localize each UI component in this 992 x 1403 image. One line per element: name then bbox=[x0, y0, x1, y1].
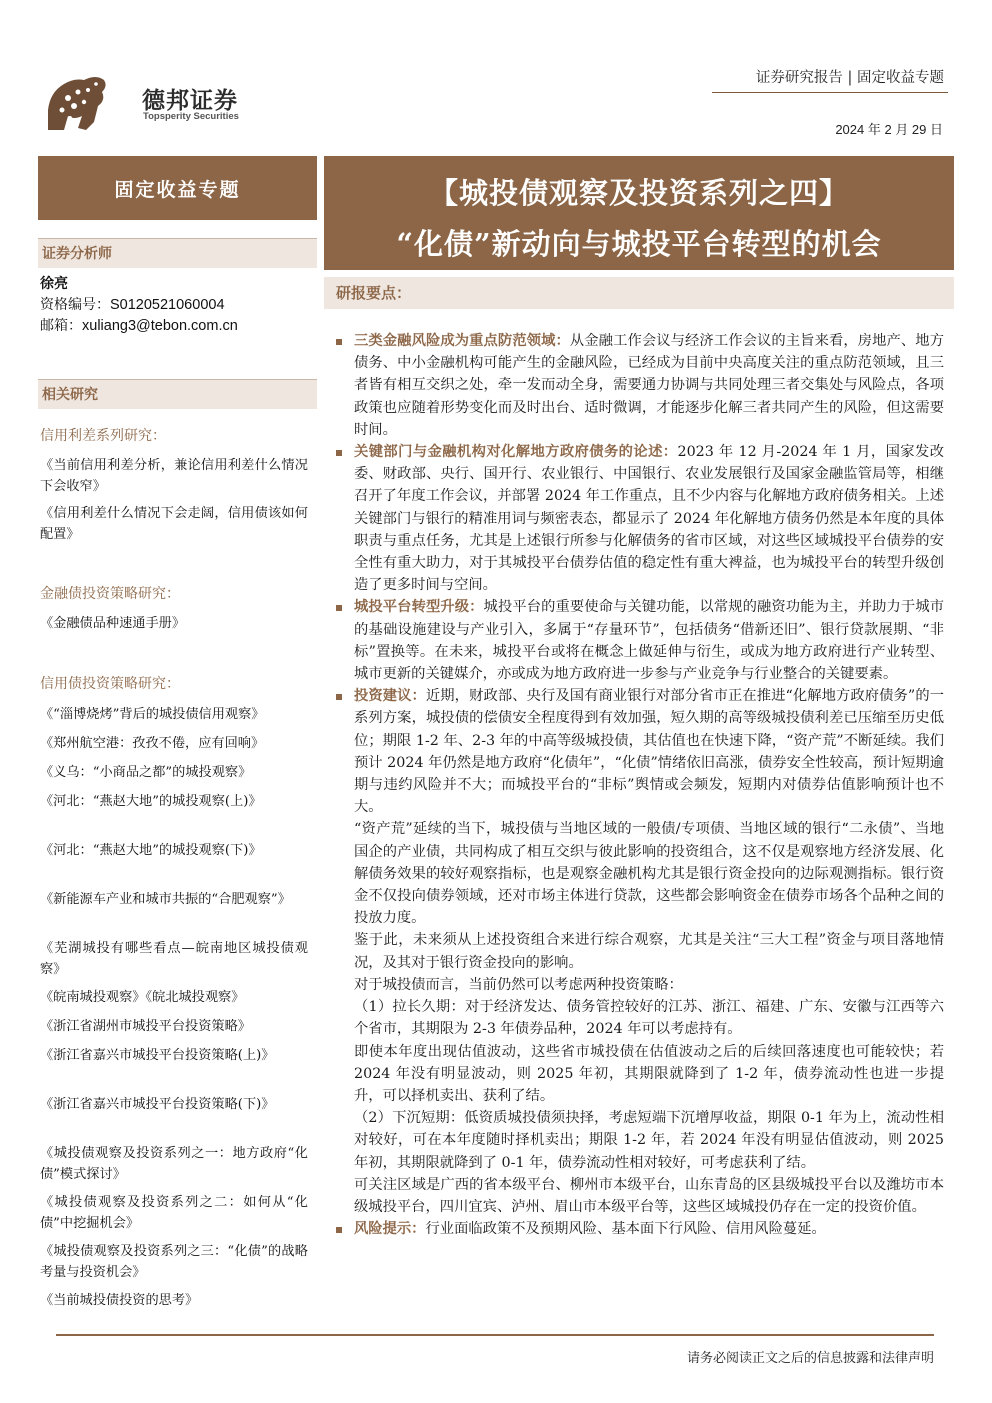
related-report-link[interactable]: 《信用利差什么情况下会走阔，信用债该如何配置》 bbox=[40, 506, 308, 542]
report-category-tag: 固定收益专题 bbox=[38, 156, 317, 220]
company-name: 德邦证券 bbox=[142, 88, 238, 114]
related-report-link[interactable]: 《郑州航空港：孜孜不倦，应有回响》 bbox=[40, 736, 265, 751]
email-link[interactable]: xuliang3@tebon.com.cn bbox=[82, 318, 238, 334]
bullet-paragraph bbox=[336, 685, 944, 818]
paragraph-lead: 关键部门与金融机构对化解地方政府债务的论述： bbox=[354, 444, 678, 461]
paragraph-lead: 投资建议： bbox=[354, 688, 426, 705]
cert-label: 资格编号： bbox=[40, 297, 110, 313]
report-title bbox=[324, 156, 954, 270]
paragraph-lead: 三类金融风险成为重点防范领域： bbox=[354, 333, 570, 349]
category-title: 金融债投资策略研究： bbox=[40, 586, 180, 602]
related-report-link[interactable]: 《当前信用利差分析，兼论信用利差什么情况下会收窄》 bbox=[40, 458, 308, 494]
related-report-link[interactable]: 《城投债观察及投资系列之一：地方政府“化债”模式探讨》 bbox=[40, 1146, 308, 1182]
related-report-link[interactable]: 《河北：“燕赵大地”的城投观察(下)》 bbox=[40, 843, 262, 858]
paragraph-text: 行业面临政策不及预期风险、基本面下行风险、信用风险蔓延。 bbox=[425, 1221, 826, 1238]
title-main: “化债”新动向与城投平台转型的机会 bbox=[396, 227, 882, 261]
related-report-link[interactable]: 《金融债品种速通手册》 bbox=[40, 616, 186, 631]
related-report-link[interactable]: 《浙江省嘉兴市城投平台投资策略(上)》 bbox=[40, 1048, 275, 1063]
paragraph-lead: 风险提示： bbox=[354, 1221, 426, 1238]
related-report-link[interactable]: 《浙江省嘉兴市城投平台投资策略(下)》 bbox=[40, 1097, 275, 1112]
category-title: 信用利差系列研究： bbox=[40, 428, 166, 444]
paragraph-text: 城投平台的重要使命与关键功能，以常规的融资功能为主，并助力于城市的基础设施建设与产业引入，多属于“存量环节”，包括债务“借新还旧”、银行贷款展期、“非标”置换等。在未来，城投平台或将在概念上做延伸与衍生，或成为地方政府进行产业转型、城市更新的关键媒介，亦或成为地方政府进一步参与产业竞争与行业整合的关键要素。 bbox=[354, 599, 945, 683]
bullet-paragraph bbox=[336, 596, 944, 685]
paragraph: 对于城投债而言，当前仍然可以考虑两种投资策略： bbox=[354, 976, 683, 993]
related-report-link[interactable]: 《浙江省湖州市城投平台投资策略》 bbox=[40, 1019, 251, 1034]
company-name-en: Topsperity Securities bbox=[143, 111, 239, 122]
paragraph: （1）拉长久期：对于经济发达、债务管控较好的江苏、浙江、福建、广东、安徽与江西等六个省市，其期限为 2-3 年债券品种，2024 年可以考虑持有。 bbox=[354, 999, 944, 1038]
paragraph-text: 从金融工作会议与经济工作会议的主旨来看，房地产、地方债务、中小金融机构可能产生的金融风险，已经成为目前中央高度关注的重点防范领域，且三者皆有相互交织之处，牵一发而动全身，需要通力协调与共同处理三者交集处与风险点，各项政策也应随着形势变化而及时出台、适时微调，才能逐步化解三者共同产生的风险，但这需要时间。 bbox=[354, 333, 944, 438]
analyst-name: 徐亮 bbox=[40, 276, 68, 292]
email-label: 邮箱： bbox=[40, 318, 82, 334]
analyst-heading: 证券分析师 bbox=[38, 238, 317, 268]
related-report-link[interactable]: 《新能源车产业和城市共振的“合肥观察”》 bbox=[40, 892, 291, 907]
report-summary bbox=[336, 330, 944, 1240]
footer-divider bbox=[56, 1334, 934, 1336]
paragraph-lead: 城投平台转型升级： bbox=[354, 599, 484, 616]
bullet-paragraph bbox=[336, 441, 944, 596]
paragraph: “资产荒”延续的当下，城投债与当地区域的一般债/专项债、当地区域的银行“二永债”、当地国企的产业债，共同构成了相互交织与彼此影响的投资组合，这不仅是观察地方经济发展、化解债务效果的较好观察指标，也是观察金融机构尤其是银行资金投向的边际观测指标。银行资金不仅投向债券领域，还对市场主体进行贷款，这些都会影响资金在债券市场各个品种之间的投放力度。 bbox=[354, 821, 944, 927]
paragraph: 可关注区域是广西的省本级平台、柳州市本级平台，山东青岛的区县级城投平台以及潍坊市本级城投平台，四川宜宾、泸州、眉山市本级平台等，这些区域城投仍存在一定的投资价值。 bbox=[354, 1176, 944, 1215]
related-research-heading: 相关研究 bbox=[38, 379, 317, 409]
related-report-link[interactable]: 《“淄博烧烤”背后的城投债信用观察》 bbox=[40, 707, 265, 722]
paragraph: 鉴于此，未来须从上述投资组合来进行综合观察，尤其是关注“三大工程”资金与项目落地情况，及其对于银行资金投向的影响。 bbox=[354, 932, 944, 971]
paragraph-text: 2023 年 12 月-2024 年 1 月，国家发改委、财政部、央行、国开行、农业银行、中国银行、农业发展银行及国家金融监管局等，相继召开了年度工作会议，并部署 2024 年工作重点，且不少内容与化解地方政府债务相关。上述关键部门与银行的精准用词与频密表态，都显示了 2024 年化解地方债务仍然是本年度的具体职责与重点任务，尤其是上述银行所参与化解债务的省市区域，对这些区域城投平台债券的安全性有重大助力，对于其城投平台债券估值的稳定性有重大裨益，也为城投平台的转型升级创造了更多时间与空间。 bbox=[354, 444, 945, 594]
summary-heading: 研报要点： bbox=[324, 277, 954, 309]
related-report-link[interactable]: 《城投债观察及投资系列之二：如何从“化债”中挖掘机会》 bbox=[40, 1195, 308, 1231]
paragraph-text: 近期，财政部、央行及国有商业银行对部分省市正在推进“化解地方政府债务”的一系列方案，城投债的偿债安全程度得到有效加强，短久期的高等级城投债利差已压缩至历史低位；期限 1-2 年、2-3 年的中高等级城投债，其估值也在快速下降，“资产荒”不断延续。我们预计 2024 年仍然是地方政府“化债年”，“化债”情绪依旧高涨，债券安全性较高，预计短期逾期与违约风险并不大；而城投平台的“非标”舆情或会频发，短期内对债券估值影响预计也不大。 bbox=[354, 688, 944, 816]
related-report-link[interactable]: 《芜湖城投有哪些看点—皖南地区城投债观察》 bbox=[40, 941, 308, 977]
title-series: 【城投债观察及投资系列之四】 bbox=[428, 176, 849, 210]
footer-disclaimer: 请务必阅读正文之后的信息披露和法律声明 bbox=[686, 1351, 934, 1366]
bullet-paragraph bbox=[336, 1218, 944, 1240]
paragraph: （2）下沉短期：低资质城投债须抉择，考虑短端下沉增厚收益，期限 0-1 年为上，流动性相对较好，可在本年度随时择机卖出；期限 1-2 年，若 2024 年没有明显估值波动，则 2025 年初，其期限就降到了 0-1 年，债券流动性相对较好，可考虑获利了结。 bbox=[354, 1110, 944, 1171]
analyst-cert bbox=[40, 294, 225, 314]
analyst-email bbox=[40, 315, 238, 335]
category-title: 信用债投资策略研究： bbox=[40, 676, 180, 692]
related-report-link[interactable]: 《皖南城投观察》《皖北城投观察》 bbox=[40, 990, 245, 1005]
header-divider bbox=[712, 92, 948, 93]
cert-value: S0120521060004 bbox=[110, 297, 225, 313]
report-date: 2024 年 2 月 29 日 bbox=[835, 122, 943, 137]
related-report-link[interactable]: 《当前城投债投资的思考》 bbox=[40, 1293, 199, 1308]
related-report-link[interactable]: 《河北：“燕赵大地”的城投观察(上)》 bbox=[40, 794, 262, 809]
company-logo bbox=[44, 70, 110, 136]
report-type: 证券研究报告 | 固定收益专题 bbox=[755, 70, 944, 86]
related-report-link[interactable]: 《城投债观察及投资系列之三：“化债”的战略考量与投资机会》 bbox=[40, 1244, 308, 1280]
paragraph: 即使本年度出现估值波动，这些省市城投债在估值波动之后的后续回落速度也可能较快；若 2024 年没有明显波动，则 2025 年初，其期限就降到了 1-2 年，债券流动性也进一步提升，可以择机卖出、获利了结。 bbox=[354, 1043, 944, 1104]
bullet-paragraph bbox=[336, 330, 944, 441]
related-report-link[interactable]: 《义乌：“小商品之都”的城投观察》 bbox=[40, 765, 252, 780]
